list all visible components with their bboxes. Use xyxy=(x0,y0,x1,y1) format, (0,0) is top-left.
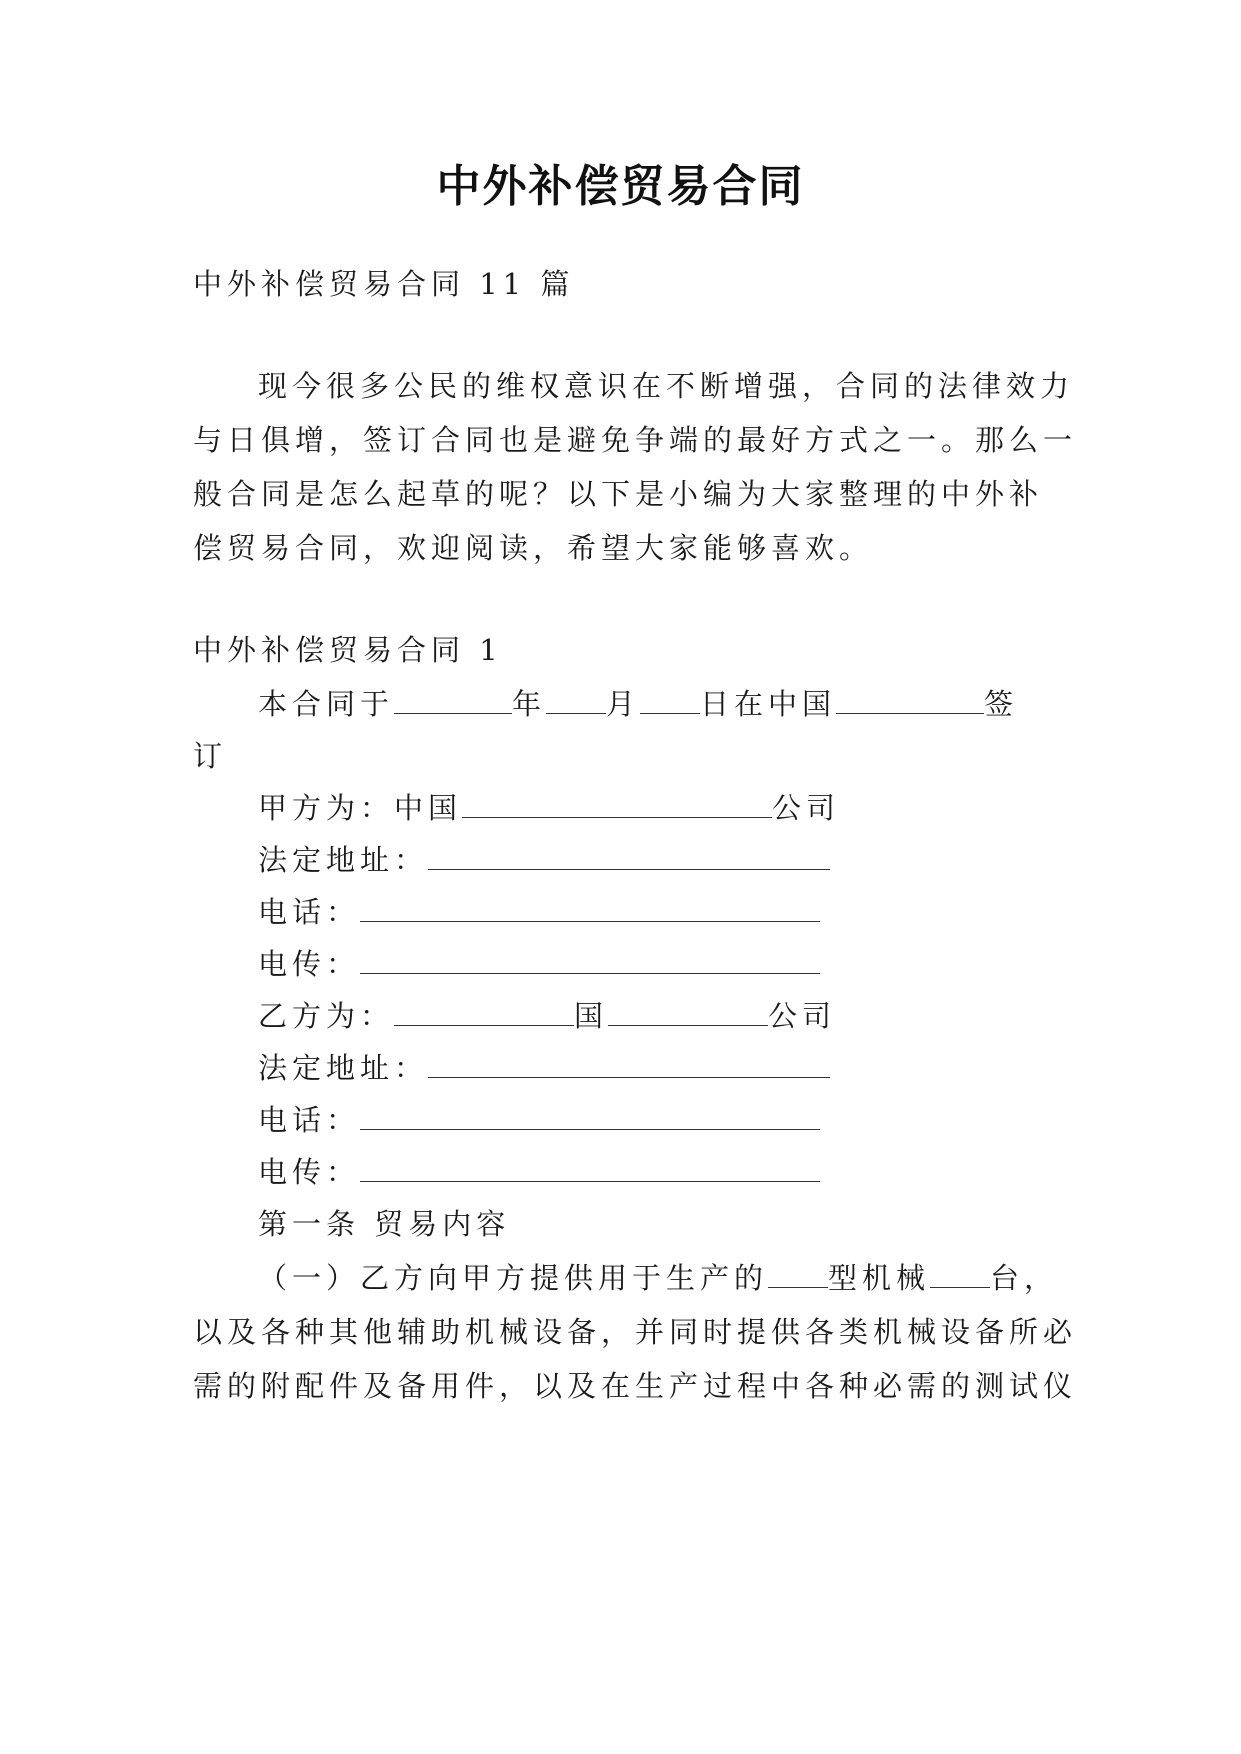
place-blank xyxy=(836,687,984,714)
party-b-suffix: 公司 xyxy=(768,999,837,1033)
party-b-phone-label: 电话： xyxy=(258,1103,361,1137)
party-a-label: 甲方为：中国 xyxy=(258,791,463,825)
article-1-line-1 xyxy=(258,1258,1058,1298)
party-b-label: 乙方为： xyxy=(258,999,395,1033)
section-heading: 中外补偿贸易合同 1 xyxy=(193,633,503,667)
party-a-fax-line xyxy=(258,944,820,984)
signing-text-2: 年 xyxy=(512,687,547,721)
model-blank xyxy=(768,1261,828,1288)
party-a-phone-blank xyxy=(360,895,820,922)
party-a-fax-blank xyxy=(360,947,820,974)
party-b-fax-line xyxy=(258,1152,820,1192)
party-a-suffix: 公司 xyxy=(772,791,841,825)
signing-text-1: 本合同于 xyxy=(258,687,395,721)
party-a-address-blank xyxy=(428,843,830,870)
party-b-fax-label: 电传： xyxy=(258,1155,361,1189)
party-b-fax-blank xyxy=(360,1155,820,1182)
intro-line-1: 现今很多公民的维权意识在不断增强，合同的法律效力 xyxy=(258,369,1075,403)
signing-text-4: 日在中国 xyxy=(700,687,837,721)
party-b-phone-blank xyxy=(360,1103,820,1130)
document-subtitle: 中外补偿贸易合同 11 篇 xyxy=(193,267,575,301)
signing-text-3: 月 xyxy=(606,687,641,721)
article-1-text-2: 型机械 xyxy=(828,1261,931,1295)
signing-line xyxy=(258,684,1018,724)
intro-line-4: 偿贸易合同，欢迎阅读，希望大家能够喜欢。 xyxy=(193,531,874,565)
intro-line-3: 般合同是怎么起草的呢？以下是小编为大家整理的中外补 xyxy=(193,477,1044,511)
party-a-phone-label: 电话： xyxy=(258,895,361,929)
article-1-text-1: （一）乙方向甲方提供用于生产的 xyxy=(258,1261,769,1295)
party-b-country: 国 xyxy=(574,999,609,1033)
party-a-address-label: 法定地址： xyxy=(258,843,429,877)
signing-text-5: 签 xyxy=(984,687,1019,721)
signing-line-end: 订 xyxy=(193,739,228,773)
party-b-country-blank xyxy=(394,999,574,1026)
party-b-address-line xyxy=(258,1048,830,1088)
intro-line-2: 与日俱增，签订合同也是避免争端的最好方式之一。那么一 xyxy=(193,423,1078,457)
day-blank xyxy=(640,687,700,714)
party-a-address-line xyxy=(258,840,830,880)
year-blank xyxy=(394,687,512,714)
party-a-line xyxy=(258,788,840,828)
article-1-heading: 第一条 贸易内容 xyxy=(258,1207,511,1241)
party-a-name-blank xyxy=(462,791,772,818)
month-blank xyxy=(546,687,606,714)
document-title: 中外补偿贸易合同 xyxy=(436,161,805,212)
party-b-name-blank xyxy=(608,999,768,1026)
party-b-line xyxy=(258,996,836,1036)
article-1-line-3: 需的附配件及备用件，以及在生产过程中各种必需的测试仪 xyxy=(193,1369,1078,1403)
quantity-blank xyxy=(930,1261,990,1288)
party-b-address-blank xyxy=(428,1051,830,1078)
party-b-address-label: 法定地址： xyxy=(258,1051,429,1085)
article-1-line-2: 以及各种其他辅助机械设备，并同时提供各类机械设备所必 xyxy=(193,1315,1078,1349)
party-a-phone-line xyxy=(258,892,820,932)
party-a-fax-label: 电传： xyxy=(258,947,361,981)
article-1-text-3: 台， xyxy=(990,1261,1059,1295)
party-b-phone-line xyxy=(258,1100,820,1140)
